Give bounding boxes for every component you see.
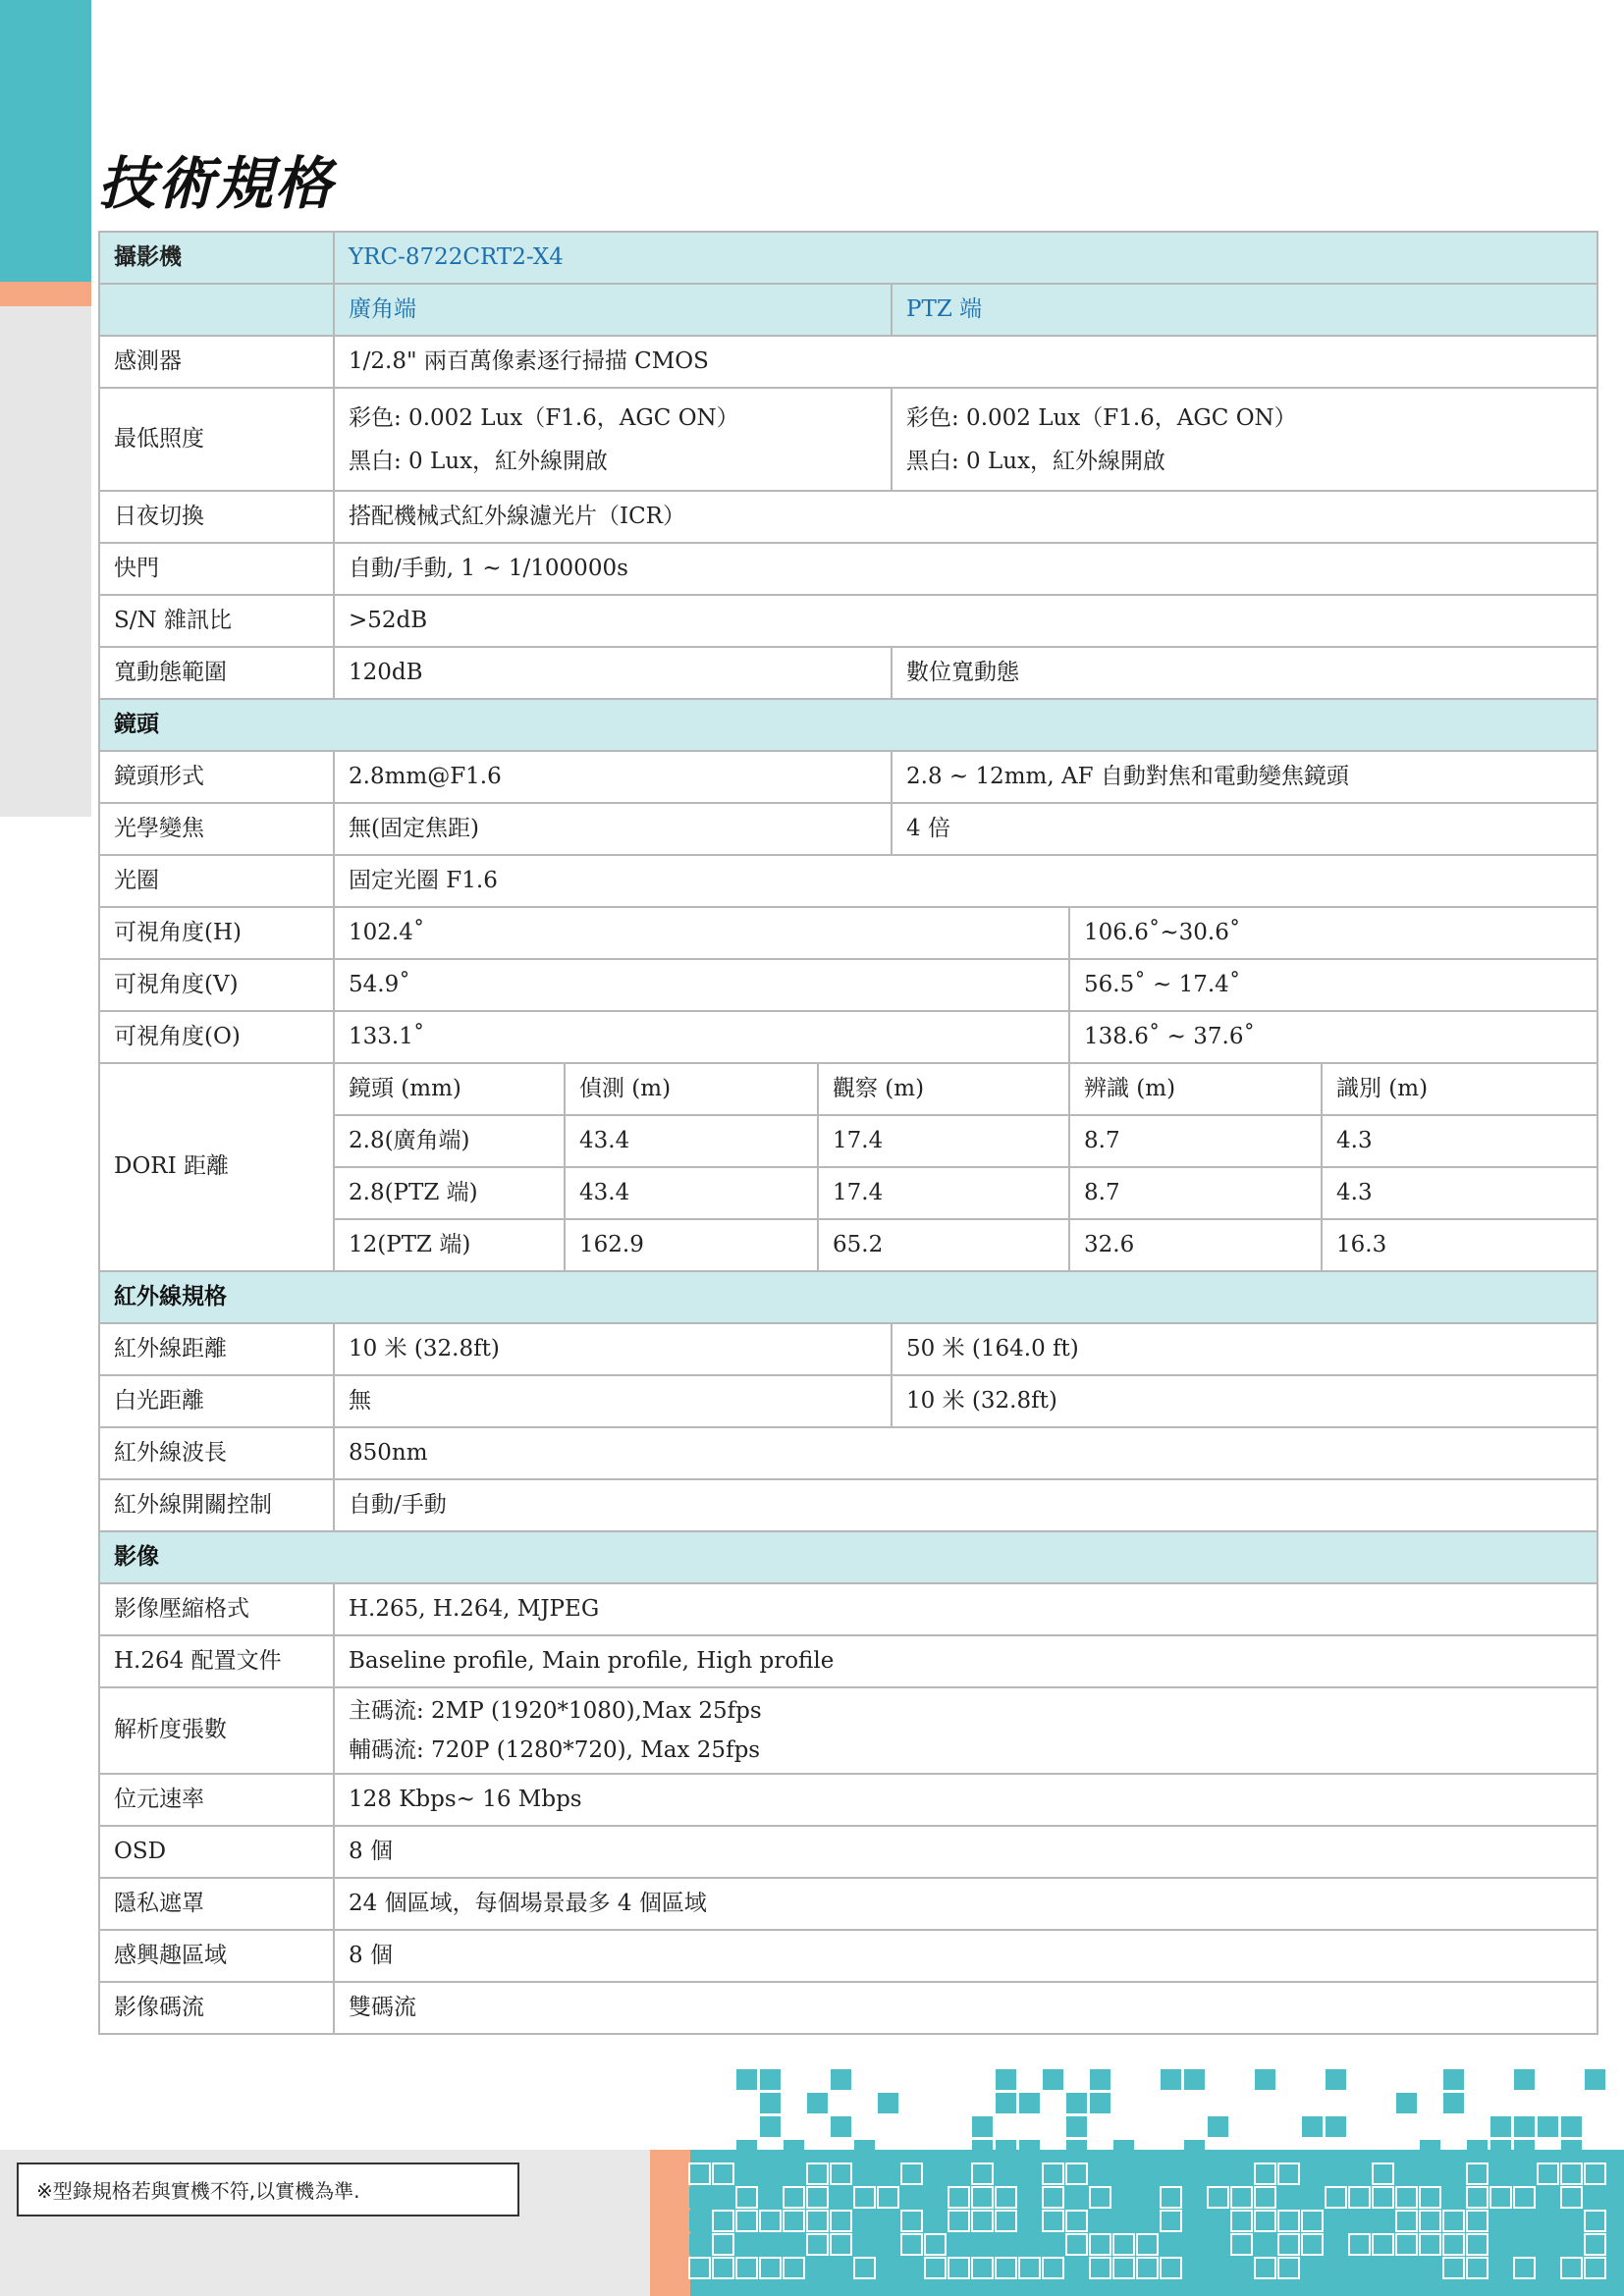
- dori-cell: 17.4: [818, 1167, 1069, 1219]
- dori-cell: 16.3: [1322, 1219, 1597, 1271]
- lens-type-row: [99, 751, 1597, 803]
- dori-cell: 2.8(PTZ 端): [334, 1167, 565, 1219]
- video-section-row: [99, 1531, 1597, 1583]
- dori-header-identify: 識別 (m): [1322, 1063, 1597, 1115]
- ptz-end-header: PTZ 端: [892, 284, 1597, 336]
- ir-distance-wide: 10 米 (32.8ft): [334, 1323, 892, 1375]
- fov-o-wide: 133.1˚: [334, 1011, 1069, 1063]
- privacy-row: [99, 1878, 1597, 1930]
- fov-h-label: 可視角度(H): [99, 907, 334, 959]
- day-night-value: 搭配機械式紅外線濾光片（ICR）: [334, 491, 1597, 543]
- ir-wavelength-row: [99, 1427, 1597, 1479]
- dori-cell: 43.4: [565, 1167, 818, 1219]
- white-light-wide: 無: [334, 1375, 892, 1427]
- lens-type-label: 鏡頭形式: [99, 751, 334, 803]
- optical-zoom-row: [99, 803, 1597, 855]
- optical-zoom-label: 光學變焦: [99, 803, 334, 855]
- privacy-label: 隱私遮罩: [99, 1878, 334, 1930]
- dori-header-observe: 觀察 (m): [818, 1063, 1069, 1115]
- lens-section-heading: 鏡頭: [99, 699, 1597, 751]
- fov-o-label: 可視角度(O): [99, 1011, 334, 1063]
- privacy-value: 24 個區域，每個場景最多 4 個區域: [334, 1878, 1597, 1930]
- shutter-row: [99, 543, 1597, 595]
- min-lux-row: [99, 388, 1597, 491]
- resolution-value: [334, 1687, 1597, 1774]
- wdr-wide: 120dB: [334, 647, 892, 699]
- h264-profile-row: [99, 1635, 1597, 1687]
- compression-value: H.265, H.264, MJPEG: [334, 1583, 1597, 1635]
- dori-cell: 2.8(廣角端): [334, 1115, 565, 1167]
- lens-type-ptz: 2.8 ~ 12mm, AF 自動對焦和電動變焦鏡頭: [892, 751, 1597, 803]
- roi-row: [99, 1930, 1597, 1982]
- wdr-label: 寬動態範圍: [99, 647, 334, 699]
- lens-section-row: [99, 699, 1597, 751]
- left-accent-teal-bar: [0, 0, 91, 282]
- left-accent-salmon-bar: [0, 282, 91, 306]
- fov-o-row: [99, 1011, 1597, 1063]
- min-lux-wide-bw: 黑白: 0 Lux，紅外線開啟: [349, 448, 609, 474]
- snr-label: S/N 雜訊比: [99, 595, 334, 647]
- ir-distance-row: [99, 1323, 1597, 1375]
- snr-row: [99, 595, 1597, 647]
- fov-o-ptz: 138.6˚ ~ 37.6˚: [1069, 1011, 1597, 1063]
- streams-label: 影像碼流: [99, 1982, 334, 2034]
- ir-distance-label: 紅外線距離: [99, 1323, 334, 1375]
- disclaimer-note: ※型錄規格若與實機不符,以實機為準.: [17, 2163, 519, 2216]
- min-lux-label: 最低照度: [99, 388, 334, 491]
- wdr-row: [99, 647, 1597, 699]
- dori-cell: 4.3: [1322, 1167, 1597, 1219]
- fov-v-label: 可視角度(V): [99, 959, 334, 1011]
- compression-label: 影像壓縮格式: [99, 1583, 334, 1635]
- fov-h-wide: 102.4˚: [334, 907, 1069, 959]
- osd-row: [99, 1826, 1597, 1878]
- aperture-row: [99, 855, 1597, 907]
- osd-value: 8 個: [334, 1826, 1597, 1878]
- aperture-label: 光圈: [99, 855, 334, 907]
- dori-header-detect: 偵測 (m): [565, 1063, 818, 1115]
- ir-distance-ptz: 50 米 (164.0 ft): [892, 1323, 1597, 1375]
- dori-cell: 32.6: [1069, 1219, 1322, 1271]
- bitrate-value: 128 Kbps~ 16 Mbps: [334, 1774, 1597, 1826]
- dori-cell: 65.2: [818, 1219, 1069, 1271]
- sensor-value: 1/2.8" 兩百萬像素逐行掃描 CMOS: [334, 336, 1597, 388]
- osd-label: OSD: [99, 1826, 334, 1878]
- min-lux-ptz-bw: 黑白: 0 Lux，紅外線開啟: [906, 448, 1166, 474]
- ir-wavelength-label: 紅外線波長: [99, 1427, 334, 1479]
- video-section-heading: 影像: [99, 1531, 1597, 1583]
- camera-label: 攝影機: [99, 232, 334, 284]
- dori-cell: 43.4: [565, 1115, 818, 1167]
- ir-control-value: 自動/手動: [334, 1479, 1597, 1531]
- resolution-main-stream: 主碼流: 2MP (1920*1080),Max 25fps: [349, 1698, 762, 1724]
- optical-zoom-ptz: 4 倍: [892, 803, 1597, 855]
- dori-label: DORI 距離: [99, 1063, 334, 1271]
- roi-value: 8 個: [334, 1930, 1597, 1982]
- sensor-row: [99, 336, 1597, 388]
- sensor-label: 感測器: [99, 336, 334, 388]
- min-lux-ptz-color: 彩色: 0.002 Lux（F1.6，AGC ON）: [906, 404, 1297, 431]
- dori-cell: 8.7: [1069, 1167, 1322, 1219]
- bitrate-row: [99, 1774, 1597, 1826]
- dori-cell: 8.7: [1069, 1115, 1322, 1167]
- resolution-row: [99, 1687, 1597, 1774]
- streams-row: [99, 1982, 1597, 2034]
- snr-value: >52dB: [334, 595, 1597, 647]
- dori-cell: 162.9: [565, 1219, 818, 1271]
- fov-v-wide: 54.9˚: [334, 959, 1069, 1011]
- resolution-label: 解析度張數: [99, 1687, 334, 1774]
- dori-header-lens: 鏡頭 (mm): [334, 1063, 565, 1115]
- white-light-ptz: 10 米 (32.8ft): [892, 1375, 1597, 1427]
- white-light-row: [99, 1375, 1597, 1427]
- footer-salmon-band: [650, 2150, 690, 2296]
- resolution-sub-stream: 輔碼流: 720P (1280*720), Max 25fps: [349, 1737, 761, 1763]
- shutter-value: 自動/手動, 1 ~ 1/100000s: [334, 543, 1597, 595]
- ir-wavelength-value: 850nm: [334, 1427, 1597, 1479]
- left-accent-gray-bar: [0, 306, 91, 817]
- roi-label: 感興趣區域: [99, 1930, 334, 1982]
- streams-value: 雙碼流: [334, 1982, 1597, 2034]
- fov-h-row: [99, 907, 1597, 959]
- camera-row: [99, 232, 1597, 284]
- white-light-label: 白光距離: [99, 1375, 334, 1427]
- lens-type-wide: 2.8mm@F1.6: [334, 751, 892, 803]
- ir-control-row: [99, 1479, 1597, 1531]
- min-lux-wide: [334, 388, 892, 491]
- pixel-pattern-decoration: [687, 2061, 1624, 2296]
- bitrate-label: 位元速率: [99, 1774, 334, 1826]
- dori-cell: 12(PTZ 端): [334, 1219, 565, 1271]
- dori-header-recognize: 辨識 (m): [1069, 1063, 1322, 1115]
- end-header-blank: [99, 284, 334, 336]
- ir-control-label: 紅外線開關控制: [99, 1479, 334, 1531]
- dori-cell: 17.4: [818, 1115, 1069, 1167]
- ir-section-row: [99, 1271, 1597, 1323]
- optical-zoom-wide: 無(固定焦距): [334, 803, 892, 855]
- h264-profile-label: H.264 配置文件: [99, 1635, 334, 1687]
- wdr-ptz: 數位寬動態: [892, 647, 1597, 699]
- spec-table: [98, 231, 1598, 2035]
- day-night-row: [99, 491, 1597, 543]
- ir-section-heading: 紅外線規格: [99, 1271, 1597, 1323]
- min-lux-ptz: [892, 388, 1597, 491]
- dori-cell: 4.3: [1322, 1115, 1597, 1167]
- model-number: YRC-8722CRT2-X4: [334, 232, 1597, 284]
- shutter-label: 快門: [99, 543, 334, 595]
- aperture-value: 固定光圈 F1.6: [334, 855, 1597, 907]
- h264-profile-value: Baseline profile, Main profile, High profile: [334, 1635, 1597, 1687]
- fov-v-ptz: 56.5˚ ~ 17.4˚: [1069, 959, 1597, 1011]
- compression-row: [99, 1583, 1597, 1635]
- dori-header-row: [99, 1063, 1597, 1115]
- end-header-row: [99, 284, 1597, 336]
- fov-h-ptz: 106.6˚~30.6˚: [1069, 907, 1597, 959]
- fov-v-row: [99, 959, 1597, 1011]
- page-title: 技術規格: [98, 150, 335, 217]
- min-lux-wide-color: 彩色: 0.002 Lux（F1.6，AGC ON）: [349, 404, 739, 431]
- wide-end-header: 廣角端: [334, 284, 892, 336]
- day-night-label: 日夜切換: [99, 491, 334, 543]
